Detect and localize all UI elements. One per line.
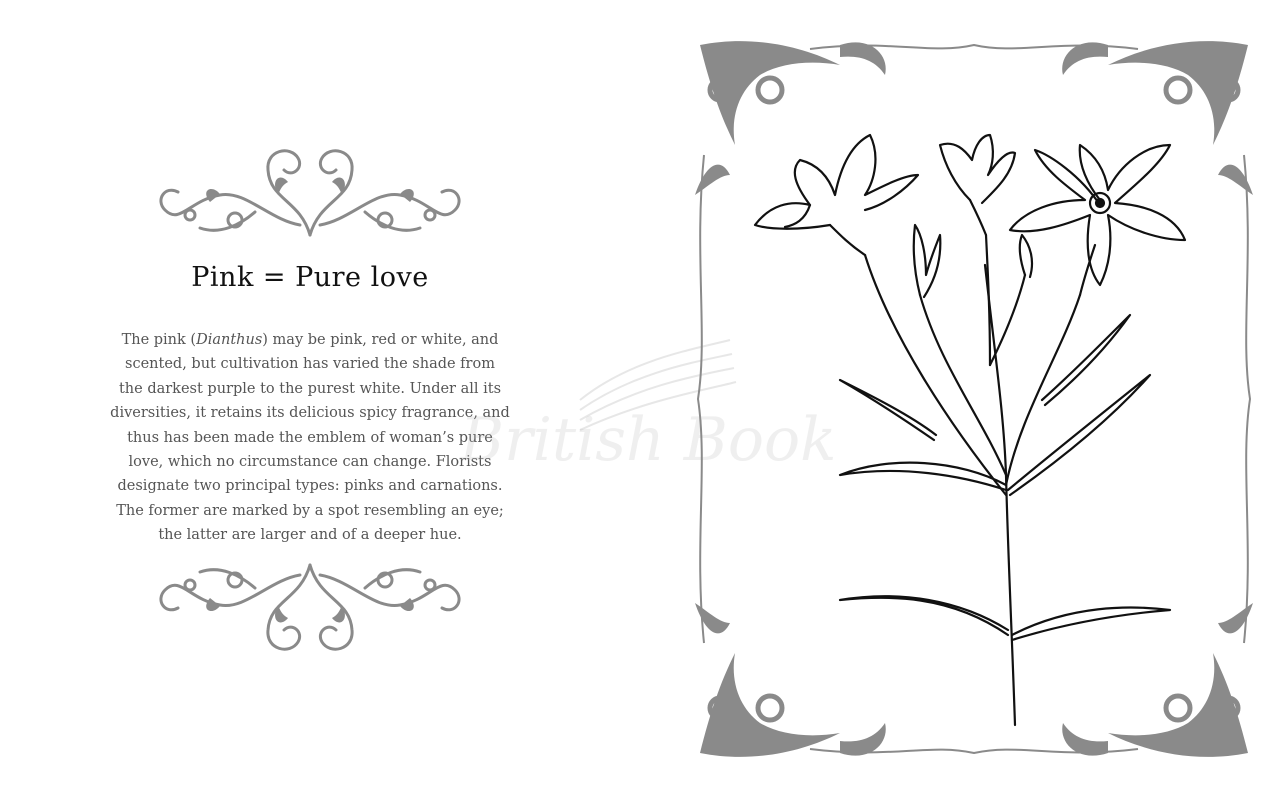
frame-corner-top-left [695, 41, 886, 195]
frame-corner-top-right [1062, 41, 1253, 195]
frame-corner-bottom-left [695, 603, 886, 757]
paragraph-line: the darkest purple to the purest white. Under all its [118, 380, 502, 397]
paragraph-line: diversities, it retains its delicious spicy fragrance, and [110, 405, 510, 422]
flower-bud [914, 225, 941, 297]
watermark-text: British Book [460, 405, 837, 475]
latin-name: Dianthus [196, 332, 263, 348]
paragraph-line: love, which no circumstance can change. Florists [128, 454, 492, 471]
paragraph-line: The former are marked by a spot resembling an eye; [116, 502, 504, 519]
flower-bud [1020, 235, 1032, 277]
bottom-scroll-ornament [150, 560, 470, 660]
dianthus-flower-illustration [755, 135, 1185, 725]
paragraph-line: designate two principal types: pinks and carnations. [117, 478, 503, 495]
paragraph-line: thus has been made the emblem of woman’s pure [127, 429, 493, 446]
paragraph-line [108, 328, 512, 352]
paragraph-line: scented, but cultivation has varied the shade from [125, 356, 495, 373]
frame-corner-bottom-right [1062, 603, 1253, 757]
flower-left [755, 135, 918, 255]
line-text: ) may be pink, red or white, and [262, 332, 499, 348]
flower-right [1010, 145, 1185, 295]
paragraph-line: the latter are larger and of a deeper hue. [158, 527, 462, 544]
ornate-frame [690, 35, 1258, 763]
page-title: Pink = Pure love [191, 262, 429, 293]
flower-middle [940, 135, 1015, 235]
description-paragraph [108, 328, 512, 548]
top-scroll-ornament [150, 140, 470, 240]
line-text: The pink ( [121, 332, 197, 348]
